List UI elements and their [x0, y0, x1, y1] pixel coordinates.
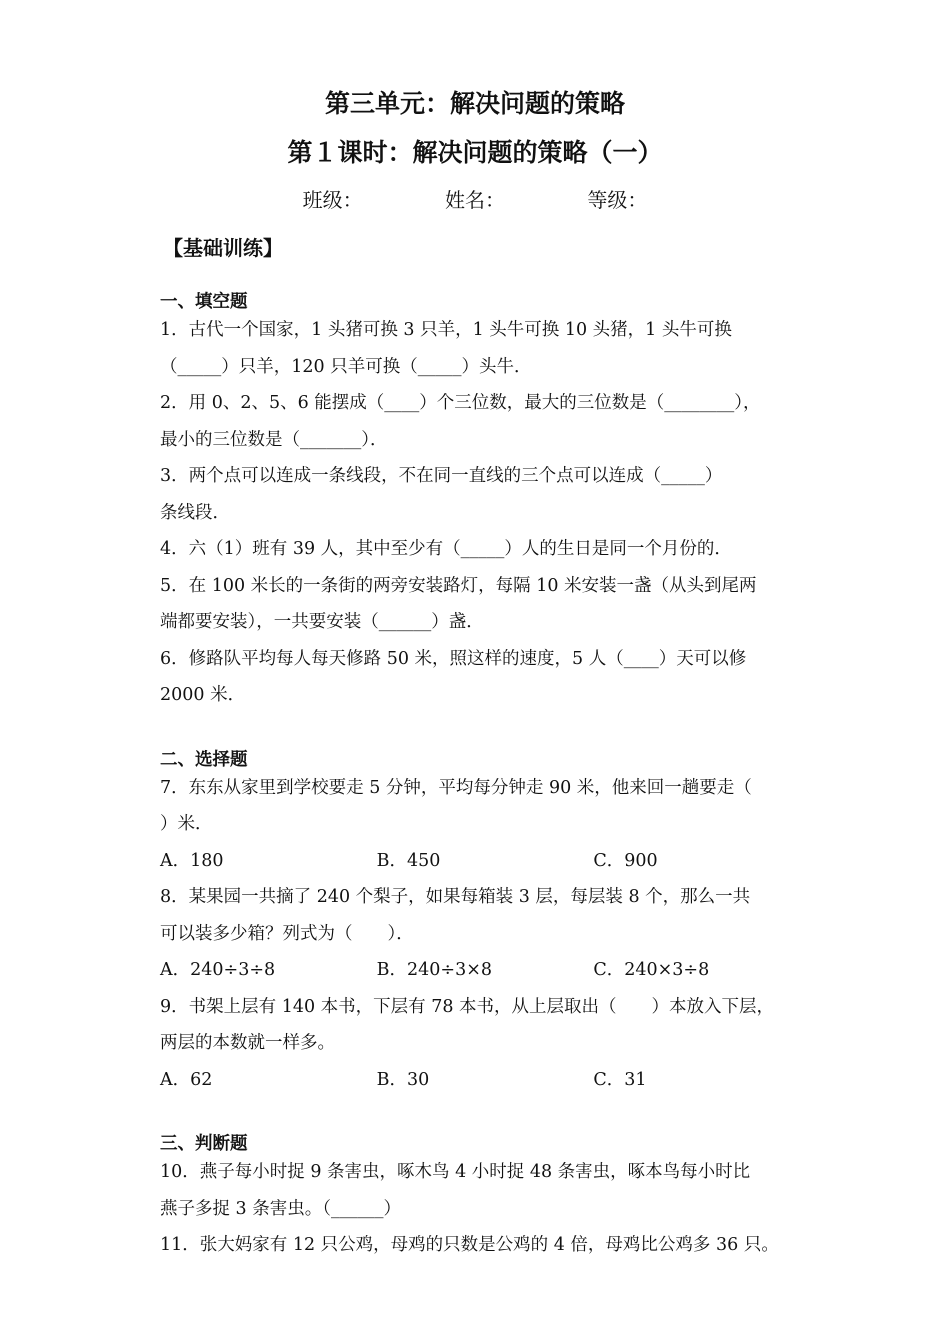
question-line: 10．燕子每小时捉 9 条害虫，啄木鸟 4 小时捉 48 条害虫，啄本鸟每小时比 — [160, 1162, 751, 1182]
option-b: B．30 — [376, 1069, 430, 1090]
option-b: B．240÷3×8 — [376, 960, 493, 980]
question-line: 3．两个点可以连成一条线段，不在同一直线的三个点可以连成（_____） — [160, 466, 723, 486]
option-c: C．31 — [593, 1069, 647, 1090]
question-line: 燕子多捉 3 条害虫。（______） — [160, 1198, 402, 1219]
question-line: 端都要安装），一共要安装（______）盏． — [160, 612, 484, 632]
option-a: A．240÷3÷8 — [160, 960, 276, 980]
options-row — [160, 1062, 810, 1099]
section-spacer — [160, 714, 810, 750]
question-line: 2．用 0、2、5、6 能摆成（____）个三位数，最大的三位数是（________）， — [160, 393, 761, 413]
question-line: 6．修路队平均每人每天修路 50 米，照这样的速度，5 人（____）天可以修 — [160, 648, 747, 669]
question-line: 11．张大妈家有 12 只公鸡，母鸡的只数是公鸡的 4 倍，母鸡比公鸡多 36 只。 — [160, 1235, 779, 1255]
lesson-title: 第１课时：解决问题的策略（一） — [287, 138, 663, 167]
question-line: 两层的本数就一样多。 — [160, 1033, 335, 1053]
section-judge-title: 三、判断题 — [160, 1134, 248, 1154]
section-fill-title: 一、填空题 — [160, 292, 248, 312]
question-line: 5．在 100 米长的一条街的两旁安装路灯，每隔 10 米安装一盏（从头到尾两 — [160, 575, 757, 596]
option-b: B．450 — [376, 850, 441, 871]
question-line: 可以装多少箱？列式为（ ）． — [160, 923, 414, 944]
option-a: A．180 — [160, 850, 224, 871]
question-line: 8．某果园一共摘了 240 个梨子，如果每箱装 3 层，每层装 8 个，那么一共 — [160, 887, 751, 907]
student-info-row — [0, 184, 950, 213]
option-a: A．62 — [160, 1069, 213, 1090]
question-line: 7．东东从家里到学校要走 5 分钟，平均每分钟走 90 米，他来回一趟要走（ — [160, 777, 752, 798]
question-line: ）米． — [160, 814, 213, 834]
options-row — [160, 952, 810, 989]
section-spacer — [160, 1098, 810, 1134]
option-c: C．240×3÷8 — [593, 960, 710, 980]
name-label: 姓名： — [445, 188, 505, 212]
question-line: 最小的三位数是（_______）． — [160, 429, 388, 450]
questions-content — [160, 292, 810, 1264]
class-label: 班级： — [302, 188, 363, 212]
question-line: 2000 米． — [160, 685, 246, 705]
grade-label: 等级： — [587, 188, 648, 212]
question-line: 4．六（1）班有 39 人，其中至少有（_____）人的生日是同一个月份的． — [160, 539, 732, 559]
section-choice-title: 二、选择题 — [160, 749, 248, 770]
options-row — [160, 843, 810, 880]
question-line: 1．古代一个国家，1 头猪可换 3 只羊，1 头牛可换 10 头猪，1 头牛可换 — [160, 320, 732, 340]
question-line: 9．书架上层有 140 本书，下层有 78 本书，从上层取出（ ）本放入下层， — [160, 996, 775, 1017]
unit-title: 第三单元：解决问题的策略 — [324, 89, 625, 118]
option-c: C．900 — [593, 850, 658, 871]
question-line: 条线段． — [160, 502, 230, 523]
basic-training-heading: 【基础训练】 — [163, 236, 283, 260]
question-line: （_____）只羊，120 只羊可换（_____）头牛． — [160, 356, 532, 377]
